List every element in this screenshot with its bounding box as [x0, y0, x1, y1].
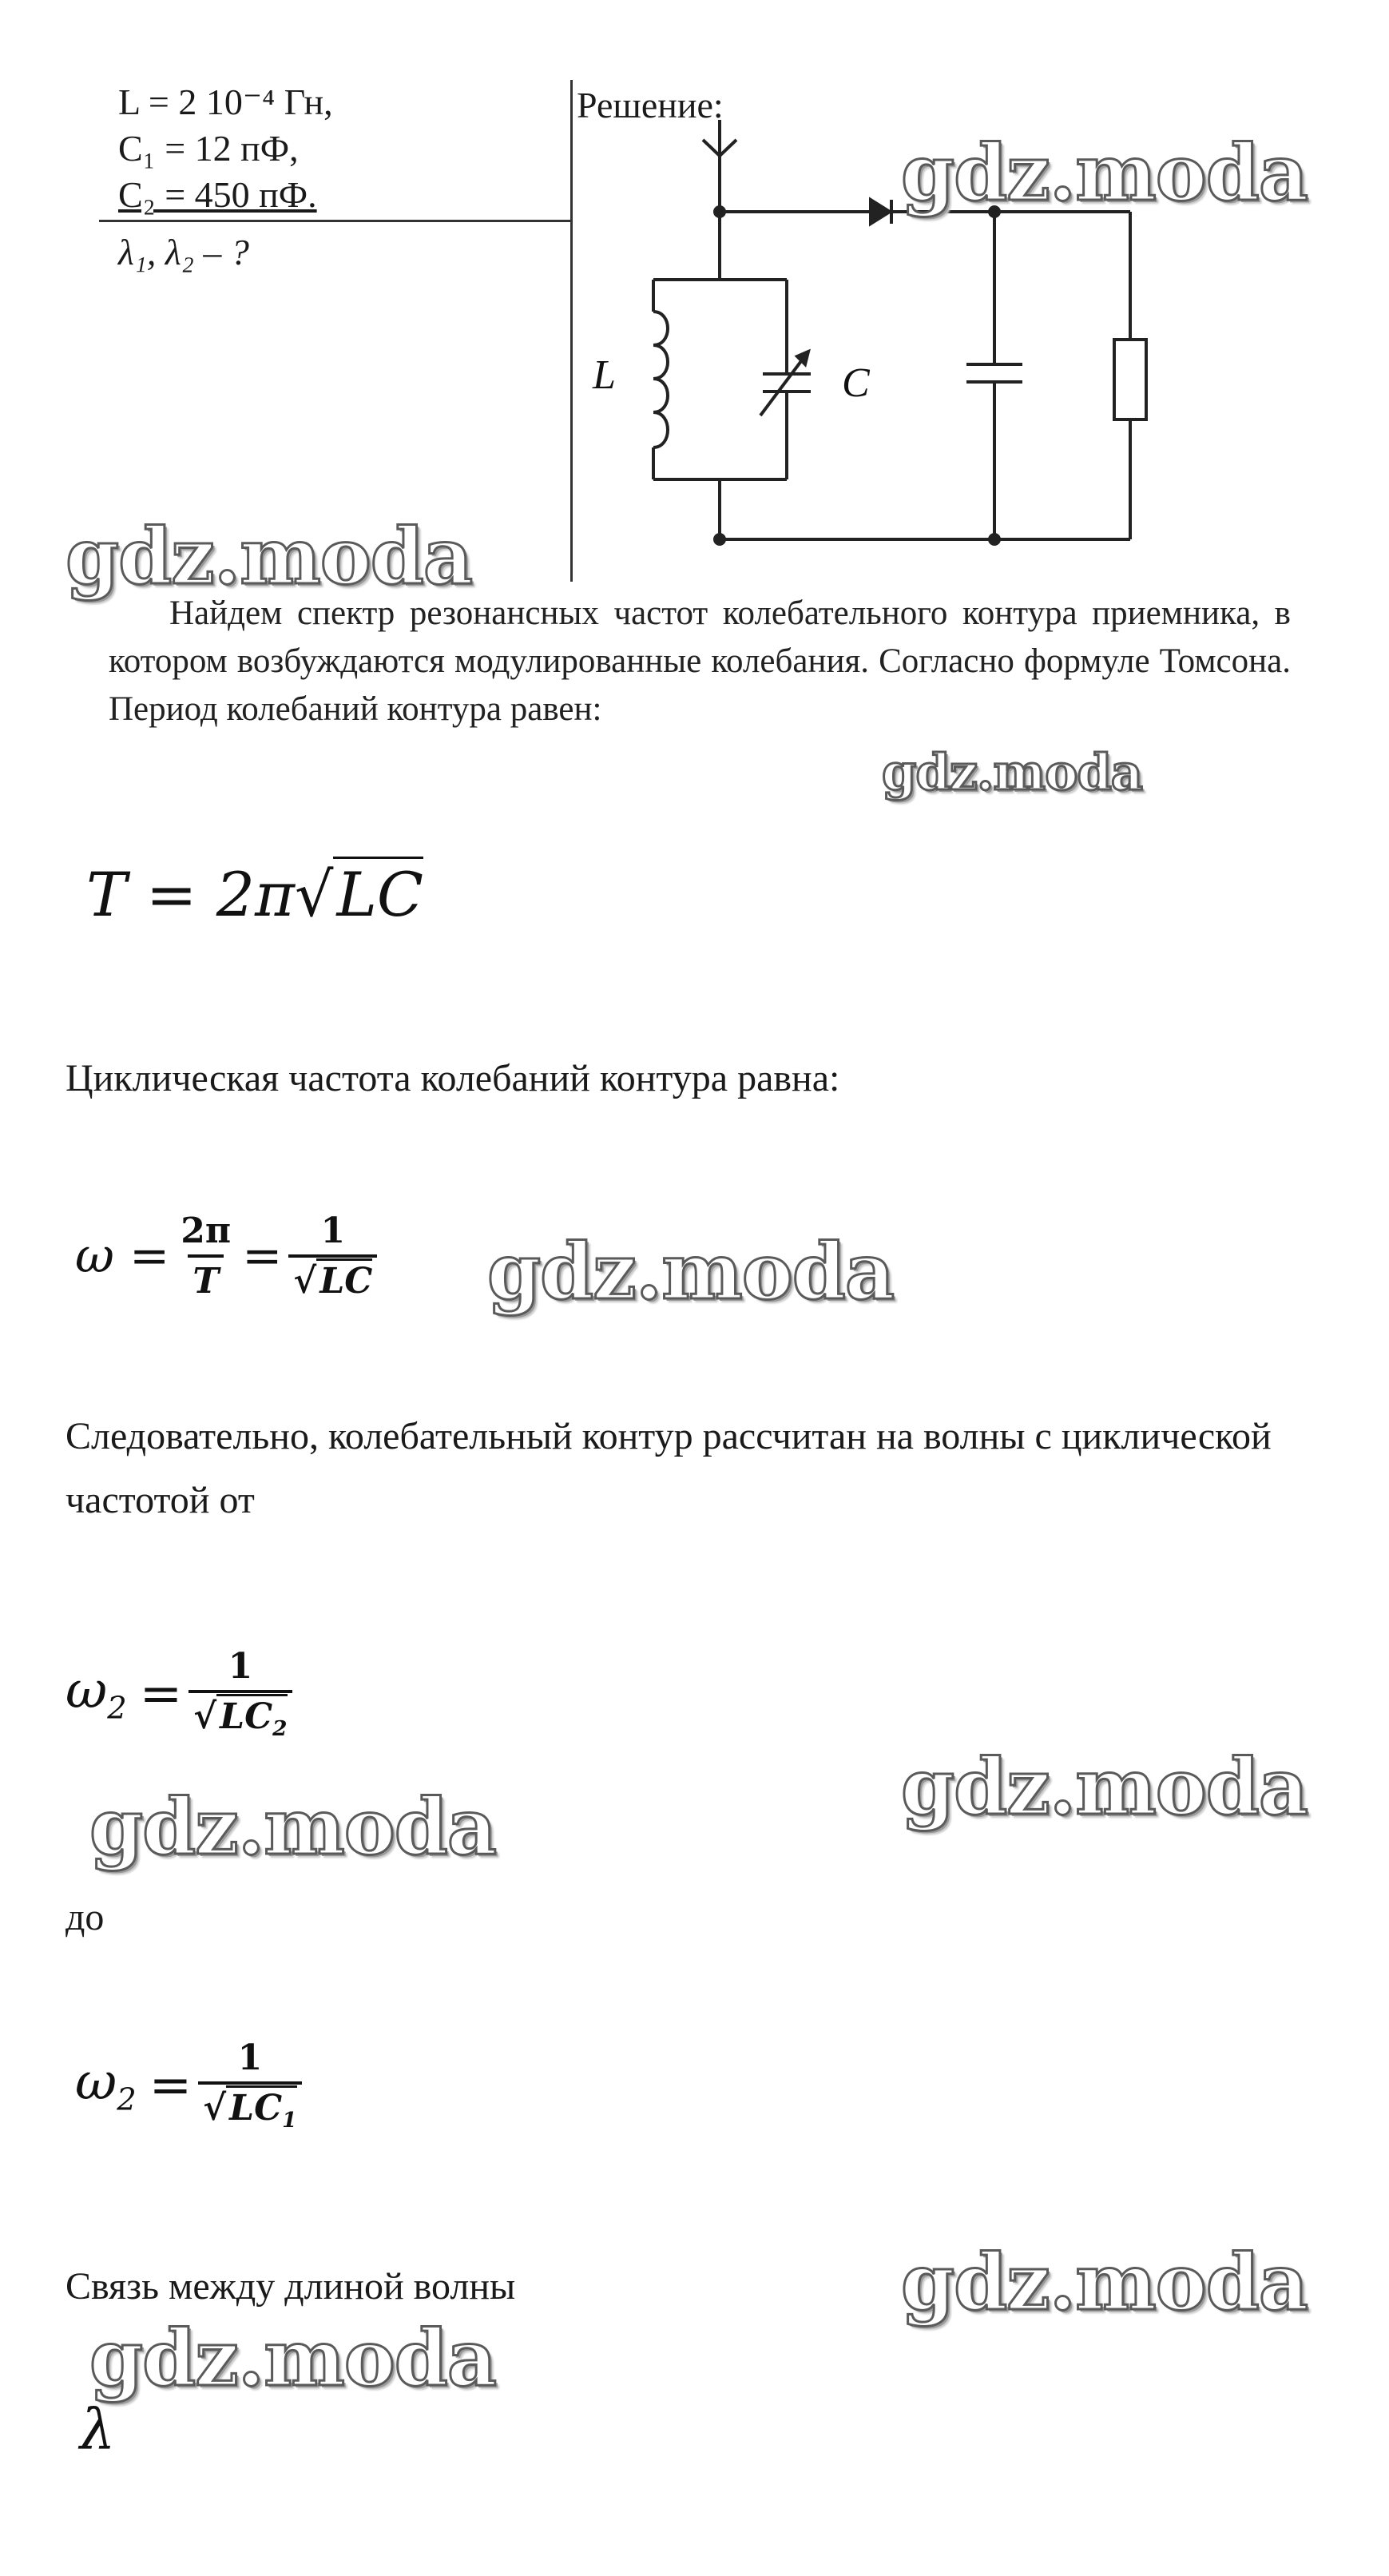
watermark: gdz.moda [901, 2237, 1308, 2328]
watermark: gdz.moda [487, 1226, 895, 1317]
text-therefore: Следовательно, колебательный контур рассчитан на волны с циклической частотой от [65, 1415, 1272, 1521]
omega2-first-den: $√LC_2$ [189, 1690, 292, 1741]
capacitor-icon [966, 364, 1022, 382]
text-cyclic-frequency: Циклическая частота колебаний контура равна: [65, 1057, 840, 1099]
vertical-divider [570, 80, 573, 582]
inductor-icon [653, 312, 668, 447]
omega2-second-den: $√LC_1$ [198, 2081, 301, 2133]
given-c2: C₂ = 450 пФ. [118, 174, 317, 215]
watermark: gdz.moda [89, 1782, 497, 1872]
antenna-icon [703, 120, 736, 212]
formula-omega2-second [75, 2037, 308, 2133]
formula-period-radicand: LC [333, 857, 423, 930]
given-l: L = 2 10⁻⁴ Гн, [118, 81, 333, 122]
omega2-second-num: 1 [237, 2037, 263, 2078]
omega2-first-eq: = [139, 1664, 183, 1723]
watermark: gdz.moda [65, 511, 473, 602]
solution-label: Решение: [577, 85, 724, 125]
circuit-label-c: C [842, 360, 870, 406]
circuit-label-l: L [593, 352, 616, 398]
sqrt-sign: √ [295, 859, 334, 930]
given-divider [99, 220, 572, 222]
scan-paragraph-text: Найдем спектр резонансных частот колебательного контура приемника, в котором возбуждаются модулированные колебания. Согласно формуле Томсона. Период колебаний контура равен: [109, 594, 1291, 728]
watermark: gdz.moda [901, 128, 1308, 218]
omega-eq: = [242, 1228, 283, 1284]
diode-icon [871, 200, 891, 224]
omega2-second-lhs: $\omega_2$ [75, 2052, 137, 2118]
given-find: λ₁, λ₂ – ? [118, 232, 249, 272]
omega2-first-lhs: $\omega_2$ [65, 1660, 127, 1727]
omega2-second-eq: = [149, 2055, 192, 2115]
formula-period [86, 859, 423, 930]
omega2-first-num: 1 [228, 1646, 253, 1687]
omega-frac1-num: 2π [181, 1210, 232, 1251]
omega-frac1-den: T [188, 1254, 224, 1302]
text-relation: Связь между длиной волны [65, 2265, 516, 2308]
watermark: gdz.moda [901, 1742, 1308, 1832]
omega-lhs: ω = [75, 1228, 170, 1284]
text-to: до [65, 1896, 105, 1938]
omega-frac2-den: √LC [288, 1254, 377, 1302]
given-c1: C₁ = 12 пФ, [118, 128, 299, 169]
lambda-symbol: λ [80, 2397, 116, 2463]
formula-omega2-first [65, 1646, 299, 1741]
omega-frac2-num: 1 [320, 1210, 346, 1251]
formula-period-lhs: T = 2π [86, 859, 295, 930]
watermark: gdz.moda [89, 2313, 497, 2403]
formula-omega [75, 1210, 383, 1302]
scan-paragraph [109, 590, 1291, 733]
watermark: gdz.moda [882, 743, 1142, 801]
resistor-icon [1114, 340, 1146, 419]
